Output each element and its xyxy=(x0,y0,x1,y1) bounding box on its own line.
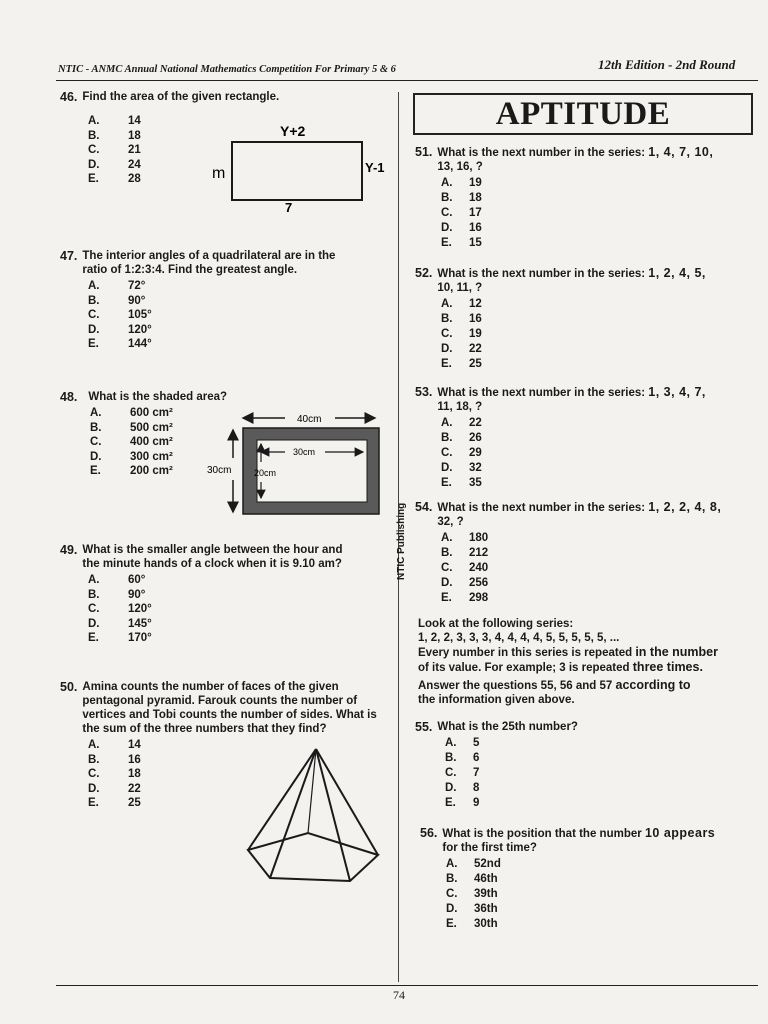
question-number: 56. xyxy=(420,826,438,840)
option[interactable]: B. 212 xyxy=(441,547,489,559)
option[interactable]: B. 90° xyxy=(88,588,146,601)
rect-top-label: Y+2 xyxy=(280,123,306,139)
option[interactable]: B. 500 cm² xyxy=(90,421,173,434)
question-47 xyxy=(60,249,390,352)
option[interactable]: B. 90° xyxy=(88,294,146,307)
option[interactable]: B. 16 xyxy=(88,753,141,766)
option[interactable]: C. 400 cm² xyxy=(90,436,173,448)
footer-rule xyxy=(56,985,758,986)
options xyxy=(446,857,760,932)
question-text: What is the smaller angle between the hour and the minute hands of a clock when it is 9.10 am? xyxy=(82,544,343,570)
option[interactable]: D. 22 xyxy=(88,782,141,795)
option[interactable]: E. 30th xyxy=(446,918,498,930)
options xyxy=(445,736,760,811)
publisher-label: NTIC Publishing xyxy=(396,502,407,580)
question-number: 47. xyxy=(60,249,78,263)
option[interactable]: A. 14 xyxy=(88,115,141,127)
series-info: Look at the following series: 1, 2, 2, 3, 3, 3, 4, 4, 4, 4, 5, 5, 5, 5, 5, ... Every number in this series is repeated in the number of its value. For example; 3 is repeated three times. Answer the questions 55, 56 and 57 according to the information given above. xyxy=(418,618,718,706)
pentagonal-pyramid-figure xyxy=(240,745,385,885)
option[interactable]: D. 36th xyxy=(446,903,498,915)
question-55 xyxy=(415,720,760,811)
question-text: What is the next number in the series: 1, 3, 4, 7, 11, 18, ? xyxy=(437,385,706,413)
options xyxy=(88,573,390,646)
question-number: 55. xyxy=(415,720,433,734)
question-text: Find the area of the given rectangle. xyxy=(82,91,280,103)
question-number: 52. xyxy=(415,266,433,280)
option[interactable]: A. 60° xyxy=(88,574,146,586)
option[interactable]: C. 7 xyxy=(445,767,480,779)
question-number: 54. xyxy=(415,500,433,514)
header-edition: 12th Edition - 2nd Round xyxy=(598,57,736,72)
question-51 xyxy=(415,145,760,251)
option[interactable]: E. 200 cm² xyxy=(90,465,173,477)
page-number: 74 xyxy=(393,988,405,1002)
option[interactable]: B. 6 xyxy=(445,752,480,764)
question-number: 46. xyxy=(60,90,78,104)
option[interactable]: B. 26 xyxy=(441,432,482,444)
question-number: 48. xyxy=(60,390,78,404)
rectangle-figure xyxy=(208,120,393,215)
question-number: 53. xyxy=(415,385,433,399)
option[interactable]: D. 145° xyxy=(88,617,152,630)
option[interactable]: D. 32 xyxy=(441,462,482,474)
option[interactable]: D. 24 xyxy=(88,158,141,171)
option[interactable]: A. 19 xyxy=(441,177,482,189)
option[interactable]: E. 25 xyxy=(88,797,141,809)
option[interactable]: E. 25 xyxy=(441,358,482,370)
option[interactable]: C. 240 xyxy=(441,562,489,574)
question-number: 49. xyxy=(60,543,78,557)
option[interactable]: A. 180 xyxy=(441,532,489,544)
option[interactable]: C. 17 xyxy=(441,207,482,219)
header-rule xyxy=(56,80,758,81)
question-52 xyxy=(415,266,760,372)
option[interactable]: A. 12 xyxy=(441,298,482,310)
question-text: What is the next number in the series: 1, 2, 2, 4, 8, 32, ? xyxy=(437,500,722,528)
question-54 xyxy=(415,500,760,606)
question-text: What is the position that the number 10 appears for the first time? xyxy=(442,826,716,854)
rect-bottom-label: 7 xyxy=(285,200,293,215)
option[interactable]: C. 21 xyxy=(88,144,141,156)
outer-width-label: 40cm xyxy=(297,414,322,425)
question-number: 51. xyxy=(415,145,433,159)
option[interactable]: A. 22 xyxy=(441,417,482,429)
options xyxy=(441,176,760,251)
option[interactable]: D. 300 cm² xyxy=(90,450,173,463)
rect-left-label: m xyxy=(212,165,226,182)
options xyxy=(88,279,390,352)
question-text: What is the next number in the series: 1, 2, 4, 5, 10, 11, ? xyxy=(437,266,706,294)
options xyxy=(441,531,760,606)
option[interactable]: C. 120° xyxy=(88,603,152,615)
option[interactable]: C. 29 xyxy=(441,447,482,459)
option[interactable]: E. 144° xyxy=(88,338,152,350)
option[interactable]: C. 39th xyxy=(446,888,498,900)
option[interactable]: A. 600 cm² xyxy=(90,407,173,419)
option[interactable]: D. 120° xyxy=(88,323,152,336)
question-49 xyxy=(60,543,390,646)
inner-height-label: 20cm xyxy=(254,468,277,478)
option[interactable]: B. 16 xyxy=(441,313,482,325)
option[interactable]: E. 15 xyxy=(441,237,482,249)
option[interactable]: C. 19 xyxy=(441,328,482,340)
question-text: The interior angles of a quadrilateral are in the ratio of 1:2:3:4. Find the greatest angle. xyxy=(82,250,336,276)
option[interactable]: D. 16 xyxy=(441,222,482,234)
option[interactable]: B. 46th xyxy=(446,873,498,885)
rect-right-label: Y-1 xyxy=(365,160,385,175)
option[interactable]: D. 8 xyxy=(445,782,480,794)
option[interactable]: E. 28 xyxy=(88,173,141,185)
question-56 xyxy=(420,826,760,932)
option[interactable]: E. 298 xyxy=(441,592,489,604)
question-number: 50. xyxy=(60,680,78,694)
options xyxy=(441,416,760,491)
option[interactable]: A. 14 xyxy=(88,739,141,751)
option[interactable]: A. 72° xyxy=(88,280,146,292)
option[interactable]: A. 52nd xyxy=(446,858,501,870)
option[interactable]: C. 105° xyxy=(88,309,152,321)
option[interactable]: D. 256 xyxy=(441,577,489,589)
shaded-area-figure xyxy=(205,408,395,518)
header-title: NTIC - ANMC Annual National Mathematics Competition For Primary 5 & 6 xyxy=(58,64,396,75)
option[interactable]: A. 5 xyxy=(445,737,480,749)
question-text: What is the 25th number? xyxy=(437,721,578,733)
option[interactable]: B. 18 xyxy=(441,192,482,204)
section-title: APTITUDE xyxy=(413,93,753,135)
option[interactable]: E. 9 xyxy=(445,797,480,809)
option[interactable]: E. 170° xyxy=(88,632,152,644)
option[interactable]: D. 22 xyxy=(441,343,482,355)
option[interactable]: E. 35 xyxy=(441,477,482,489)
question-text: What is the next number in the series: 1, 4, 7, 10, 13, 16, ? xyxy=(437,145,714,173)
question-text: What is the shaded area? xyxy=(88,391,228,403)
outer-height-label: 30cm xyxy=(207,465,232,476)
options xyxy=(441,297,760,372)
option[interactable]: B. 18 xyxy=(88,129,141,142)
inner-width-label: 30cm xyxy=(293,447,316,457)
option[interactable]: C. 18 xyxy=(88,768,141,780)
question-text: Amina counts the number of faces of the given pentagonal pyramid. Farouk counts the number of vertices and Tobi counts the number of sides. What is the sum of the three numbers that they find? xyxy=(82,681,377,735)
question-53 xyxy=(415,385,760,491)
